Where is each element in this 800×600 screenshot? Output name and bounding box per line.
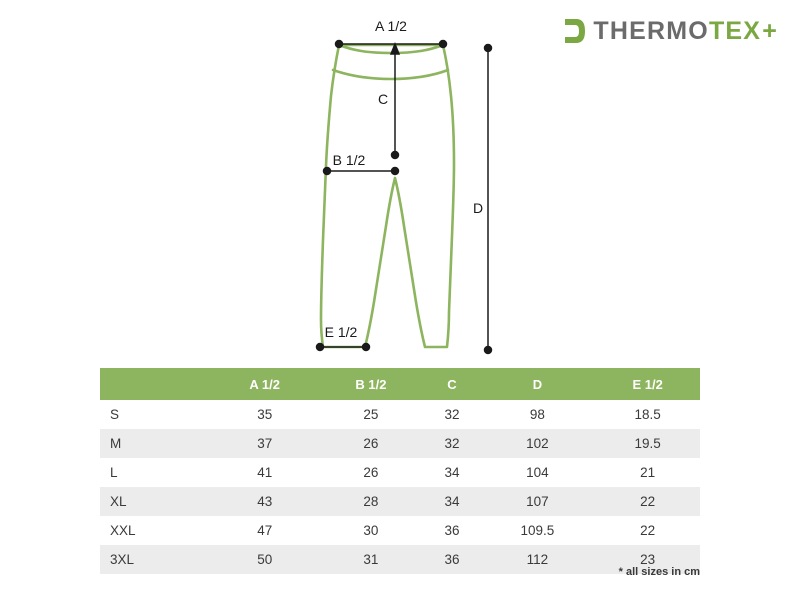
row-size-label: M — [100, 429, 212, 458]
cell-c: 36 — [424, 545, 479, 574]
table-row — [100, 487, 700, 516]
logo-text-thermo: THERMO — [593, 16, 709, 45]
size-table — [100, 368, 700, 574]
cell-d: 98 — [480, 400, 596, 429]
cell-a: 37 — [212, 429, 317, 458]
cell-c: 36 — [424, 516, 479, 545]
cell-e: 22 — [595, 487, 700, 516]
table-row — [100, 516, 700, 545]
cell-a: 50 — [212, 545, 317, 574]
cell-c: 34 — [424, 487, 479, 516]
row-size-label: 3XL — [100, 545, 212, 574]
label-b: B 1/2 — [332, 152, 366, 168]
measure-dot-e-right — [363, 344, 370, 351]
measure-dot-c-bottom — [392, 152, 399, 159]
cell-d: 107 — [480, 487, 596, 516]
size-table-body — [100, 400, 700, 574]
size-table-container — [100, 368, 700, 574]
measure-dot-b-right — [392, 168, 399, 175]
cell-a: 47 — [212, 516, 317, 545]
measure-dot-b-left — [324, 168, 331, 175]
table-row — [100, 458, 700, 487]
units-footnote: * all sizes in cm — [618, 566, 700, 578]
label-a: A 1/2 — [375, 18, 407, 34]
cell-a: 41 — [212, 458, 317, 487]
label-d: D — [472, 200, 484, 216]
cell-a: 35 — [212, 400, 317, 429]
cell-d: 109.5 — [480, 516, 596, 545]
row-size-label: XL — [100, 487, 212, 516]
cell-d: 102 — [480, 429, 596, 458]
cell-b: 30 — [317, 516, 424, 545]
table-header-row — [100, 368, 700, 400]
measure-dot-a-right — [440, 41, 447, 48]
row-size-label: S — [100, 400, 212, 429]
cell-d: 104 — [480, 458, 596, 487]
measure-dot-a-left — [336, 41, 343, 48]
measure-dot-d-top — [485, 45, 492, 52]
cell-e: 19.5 — [595, 429, 700, 458]
table-col-d: D — [480, 368, 596, 400]
table-col-b: B 1/2 — [317, 368, 424, 400]
measurement-annotations — [317, 41, 492, 354]
table-row — [100, 429, 700, 458]
cell-c: 32 — [424, 429, 479, 458]
cell-e: 23 — [595, 545, 700, 574]
table-corner-cell — [100, 368, 212, 400]
label-e: E 1/2 — [324, 324, 358, 340]
table-col-e: E 1/2 — [595, 368, 700, 400]
row-size-label: XXL — [100, 516, 212, 545]
cell-e: 18.5 — [595, 400, 700, 429]
size-table-head — [100, 368, 700, 400]
cell-b: 31 — [317, 545, 424, 574]
table-col-c: C — [424, 368, 479, 400]
cell-a: 43 — [212, 487, 317, 516]
cell-d: 112 — [480, 545, 596, 574]
label-c: C — [377, 91, 389, 107]
cell-b: 26 — [317, 458, 424, 487]
cell-c: 32 — [424, 400, 479, 429]
cell-b: 25 — [317, 400, 424, 429]
row-size-label: L — [100, 458, 212, 487]
logo-text-tex: TEX — [708, 16, 762, 45]
cell-e: 22 — [595, 516, 700, 545]
logo-text-plus: + — [762, 16, 778, 45]
measure-dot-d-bottom — [485, 347, 492, 354]
measure-dot-e-left — [317, 344, 324, 351]
cell-b: 28 — [317, 487, 424, 516]
cell-e: 21 — [595, 458, 700, 487]
table-row — [100, 400, 700, 429]
cell-c: 34 — [424, 458, 479, 487]
cell-b: 26 — [317, 429, 424, 458]
table-col-a: A 1/2 — [212, 368, 317, 400]
